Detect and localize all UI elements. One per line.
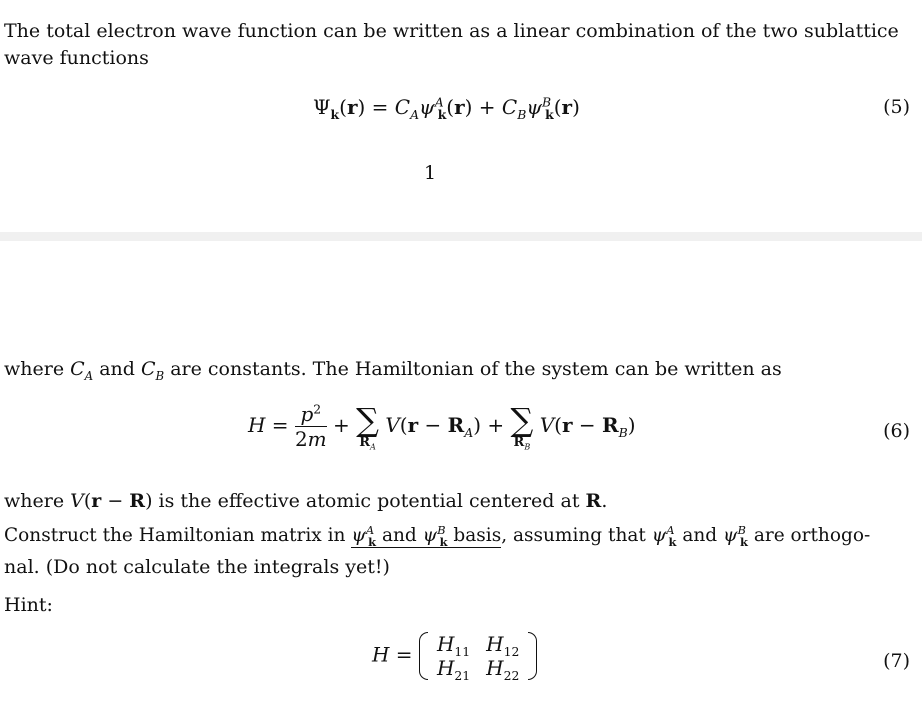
- equation-6-number: (6): [883, 420, 910, 442]
- where-potential-text: where V(r − R) is the effective atomic potential centered at R.: [4, 490, 608, 512]
- hamiltonian-matrix: $H_{11}$ $H_{12}$ $H_{21}$ $H_{22}$: [419, 632, 537, 680]
- equation-6: H = $\frac{p^2}{2m}$ + ∑ $R_A$ $V(r - R_A)$ + ∑ $R_B$ $V(r - R_B)$: [248, 401, 636, 452]
- construct-line-2: nal. (Do not calculate the integrals yet!): [4, 556, 390, 578]
- equation-7-number: (7): [883, 650, 910, 672]
- page-separator: [0, 232, 922, 241]
- construct-line-1: Construct the Hamiltonian matrix in $\psi^A_k$ and $\psi^B_k$ basis, assuming that $\psi^A_k$ and $\psi^B_k$ are orthogo-: [4, 522, 871, 549]
- where-constants-text: where $C_A$ and $C_B$ are constants. The Hamiltonian of the system can be written as: [4, 358, 782, 383]
- equation-5-number: (5): [883, 96, 910, 118]
- page-number: 1: [424, 162, 437, 184]
- intro-line-2: wave functions: [4, 47, 149, 69]
- equation-5: $\Psi_k(r) = C_A\psi^A_k(r) + C_B\psi^B_k(r)$: [313, 94, 580, 122]
- hint-label: Hint:: [4, 594, 53, 616]
- equation-7: H = $H_{11}$ $H_{12}$ $H_{21}$ $H_{22}$: [372, 632, 537, 680]
- intro-line-1: The total electron wave function can be written as a linear combination of the two sublattice: [4, 20, 899, 42]
